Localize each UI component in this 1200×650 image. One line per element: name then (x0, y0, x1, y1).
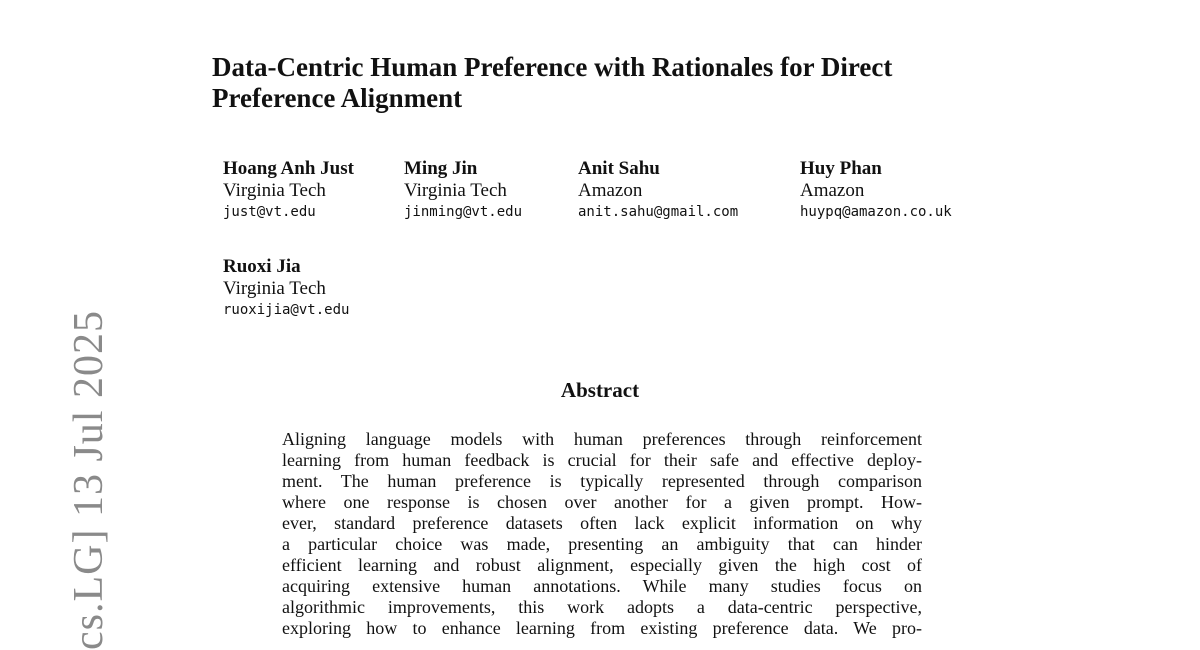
abstract-body (282, 429, 922, 639)
title-line: Preference Alignment (212, 83, 463, 113)
author-affiliation: Amazon (578, 180, 643, 201)
author-name: Ming Jin (404, 158, 478, 179)
author-email[interactable]: ruoxijia@vt.edu (223, 302, 350, 318)
author-name: Anit Sahu (578, 158, 660, 179)
abstract-line: a particular choice was made, presenting an ambiguity that can hinder (282, 534, 922, 554)
abstract-line: ment. The human preference is typically represented through comparison (282, 471, 922, 491)
author-block (404, 158, 522, 222)
author-affiliation: Virginia Tech (223, 278, 326, 299)
abstract-line: ever, standard preference datasets often lack explicit information on why (282, 513, 922, 533)
paper-title (212, 52, 1012, 114)
author-block (800, 158, 952, 222)
author-block (223, 158, 354, 222)
arxiv-side-stamp: cs.LG] 13 Jul 2025 (66, 310, 112, 650)
abstract-line: where one response is chosen over another for a given prompt. How- (282, 492, 922, 512)
author-affiliation: Amazon (800, 180, 865, 201)
author-affiliation: Virginia Tech (223, 180, 326, 201)
author-affiliation: Virginia Tech (404, 180, 507, 201)
abstract-line: algorithmic improvements, this work adopts a data-centric perspective, (282, 597, 922, 617)
author-block (578, 158, 738, 222)
author-email[interactable]: jinming@vt.edu (404, 204, 523, 220)
abstract-line: acquiring extensive human annotations. While many studies focus on (282, 576, 922, 596)
title-line: Data-Centric Human Preference with Rationales for Direct (212, 52, 893, 82)
author-email[interactable]: just@vt.edu (223, 204, 316, 220)
abstract-line: Aligning language models with human preferences through reinforcement (282, 429, 922, 449)
author-email[interactable]: huypq@amazon.co.uk (800, 204, 952, 220)
author-name: Huy Phan (800, 158, 882, 179)
author-name: Ruoxi Jia (223, 256, 301, 277)
abstract-heading: Abstract (560, 378, 640, 402)
abstract-line: efficient learning and robust alignment, especially given the high cost of (282, 555, 922, 575)
author-name: Hoang Anh Just (223, 158, 354, 179)
author-block (223, 256, 349, 320)
abstract-line: exploring how to enhance learning from existing preference data. We pro- (282, 618, 922, 638)
abstract-line: learning from human feedback is crucial for their safe and effective deploy- (282, 450, 922, 470)
author-email[interactable]: anit.sahu@gmail.com (578, 204, 739, 220)
